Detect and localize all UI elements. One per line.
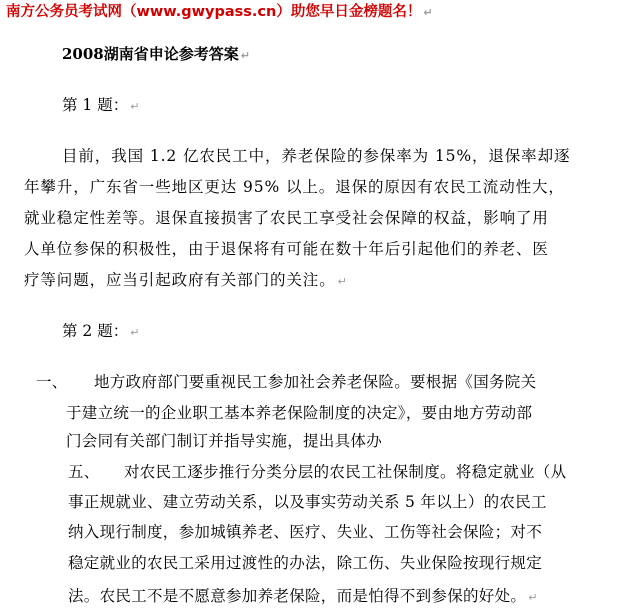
q1-body-line: [24, 270, 348, 292]
q1-line-text: 疗等问题，应当引起政府有关部门的关注。: [24, 271, 336, 289]
site-banner: [6, 2, 433, 23]
q1-line-text: 目前，我国 1.2 亿农民工中，养老保险的参保率为 15%，退保率却逐: [62, 147, 571, 165]
q2-item-5-text: 稳定就业的农民工采用过渡性的办法，除工伤、失业保险按现行规定: [68, 554, 543, 572]
document-title: [62, 44, 250, 66]
q2-heading: [62, 321, 139, 343]
q1-body-line: [24, 208, 549, 228]
q2-item-5-text: 对农民工逐步推行分类分层的农民工社保制度。将稳定就业（从: [124, 463, 567, 481]
q1-heading: [62, 95, 139, 117]
q2-item-5-line: [68, 586, 538, 608]
q1-line-text: 就业稳定性差等。退保直接损害了农民工享受社会保障的权益，影响了用: [24, 209, 549, 227]
paragraph-mark-icon: ↵: [528, 591, 538, 604]
paragraph-mark-icon: ↵: [240, 49, 250, 62]
q2-item-1-line: [66, 431, 382, 451]
banner-site-name: 南方公务员考试网（: [6, 4, 137, 20]
paragraph-mark-icon: ↵: [337, 275, 348, 288]
paragraph-mark-icon: ↵: [130, 326, 140, 339]
q2-item-1-first-line: [36, 372, 536, 392]
paragraph-mark-icon: ↵: [130, 100, 140, 113]
document-title-text: 2008湖南省申论参考答案: [62, 45, 239, 63]
q1-body-line: [24, 239, 549, 259]
banner-url-link[interactable]: www.gwypass.cn: [136, 4, 277, 20]
q2-item-5-line: [68, 553, 542, 573]
q1-body-line: [62, 146, 570, 166]
q2-heading-text: 第 2 题：: [62, 322, 129, 340]
paragraph-mark-icon: ↵: [423, 6, 433, 19]
list-marker: 五、: [68, 463, 100, 481]
q2-item-1-text: 地方政府部门要重视民工参加社会养老保险。要根据《国务院关: [94, 373, 537, 391]
q2-item-5-line: [68, 522, 542, 542]
q2-item-5-text: 纳入现行制度，参加城镇养老、医疗、失业、工伤等社会保险；对不: [68, 523, 543, 541]
q2-item-1-text: 于建立统一的企业职工基本养老保险制度的决定》，要由地方劳动部: [66, 404, 533, 422]
q2-item-5-line: [68, 492, 547, 512]
q1-heading-text: 第 1 题：: [62, 96, 129, 114]
q2-item-1-text: 门会同有关部门制订并指导实施，提出具体办: [66, 432, 383, 450]
q1-line-text: 人单位参保的积极性，由于退保将有可能在数十年后引起他们的养老、医: [24, 240, 549, 258]
list-marker: 一、: [36, 373, 68, 391]
q1-body-line: [24, 177, 565, 197]
q2-item-5-text: 法。农民工不是不愿意参加养老保险，而是怕得不到参保的好处。: [68, 587, 527, 605]
banner-slogan: ）助您早日金榜题名！: [276, 4, 422, 20]
q2-item-1-line: [66, 403, 532, 423]
q2-item-5-text: 事正规就业、建立劳动关系，以及事实劳动关系 5 年以上）的农民工: [68, 493, 547, 511]
q1-line-text: 年攀升，广东省一些地区更达 95% 以上。退保的原因有农民工流动性大，: [24, 178, 565, 196]
q2-item-5-first-line: [68, 462, 566, 482]
